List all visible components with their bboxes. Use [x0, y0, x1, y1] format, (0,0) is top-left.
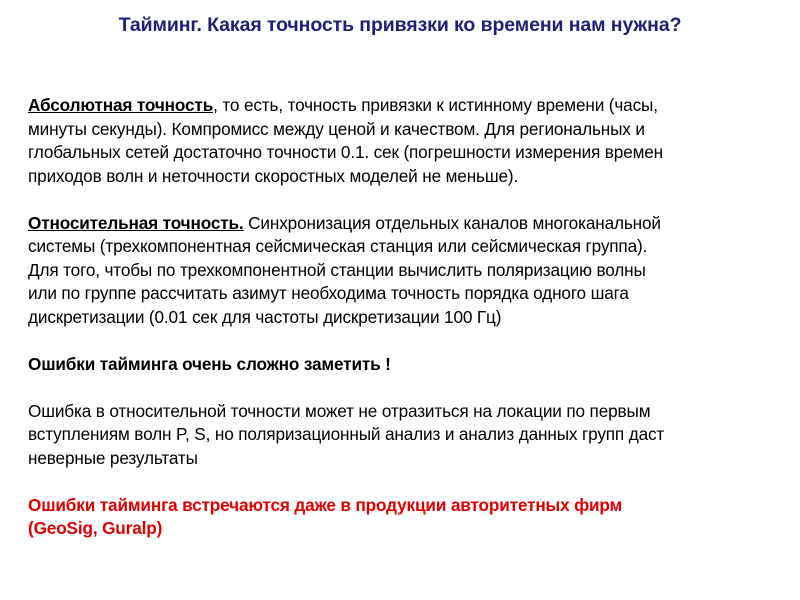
spacer — [28, 329, 788, 353]
relative-accuracy-paragraph — [28, 212, 788, 330]
absolute-accuracy-paragraph — [28, 94, 788, 188]
absolute-line-4: приходов волн и неточности скоростных моделей не меньше). — [28, 165, 519, 186]
timing-warning: Ошибки тайминга очень сложно заметить ! — [28, 353, 391, 374]
absolute-line-3: глобальных сетей достаточно точности 0.1. сек (погрешности измерения времен — [28, 142, 664, 162]
absolute-text-1: , то есть, точность привязки к истинному времени (часы, — [213, 95, 658, 115]
relative-line-5: дискретизации (0.01 сек для частоты дискретизации 100 Гц) — [28, 306, 502, 327]
slide-title: Тайминг. Какая точность привязки ко времени нам нужна? — [118, 14, 682, 36]
slide-body — [28, 94, 788, 541]
highlight-paragraph — [28, 494, 788, 541]
relative-line-1 — [28, 212, 788, 236]
relative-text-1: Синхронизация отдельных каналов многоканальной — [243, 212, 661, 233]
absolute-line-2: минуты секунды). Компромисс между ценой и качеством. Для региональных и — [28, 118, 645, 139]
highlight-line-1: Ошибки тайминга встречаются даже в продукции авторитетных фирм — [28, 494, 623, 515]
consequence-line-2: вступлениям волн P, S, но поляризационный анализ и анализ данных групп даст — [28, 424, 665, 444]
highlight-line-2: (GeoSig, Guralp) — [28, 518, 163, 538]
spacer — [28, 470, 788, 494]
consequence-line-3: неверные результаты — [28, 447, 198, 468]
relative-line-3: Для того, чтобы по трехкомпонентной станции вычислить поляризацию волны — [28, 259, 646, 280]
relative-line-4: или по группе рассчитать азимут необходима точность порядка одного шага — [28, 283, 629, 303]
absolute-accuracy-term: Абсолютная точность — [28, 95, 214, 115]
relative-line-2: системы (трехкомпонентная сейсмическая станция или сейсмическая группа). — [28, 236, 648, 256]
consequence-line-1: Ошибка в относительной точности может не отразиться на локации по первым — [28, 400, 651, 421]
absolute-line-1 — [28, 94, 788, 118]
relative-accuracy-term: Относительная точность. — [28, 212, 244, 233]
consequence-paragraph — [28, 400, 788, 471]
spacer — [28, 376, 788, 400]
spacer — [28, 188, 788, 212]
